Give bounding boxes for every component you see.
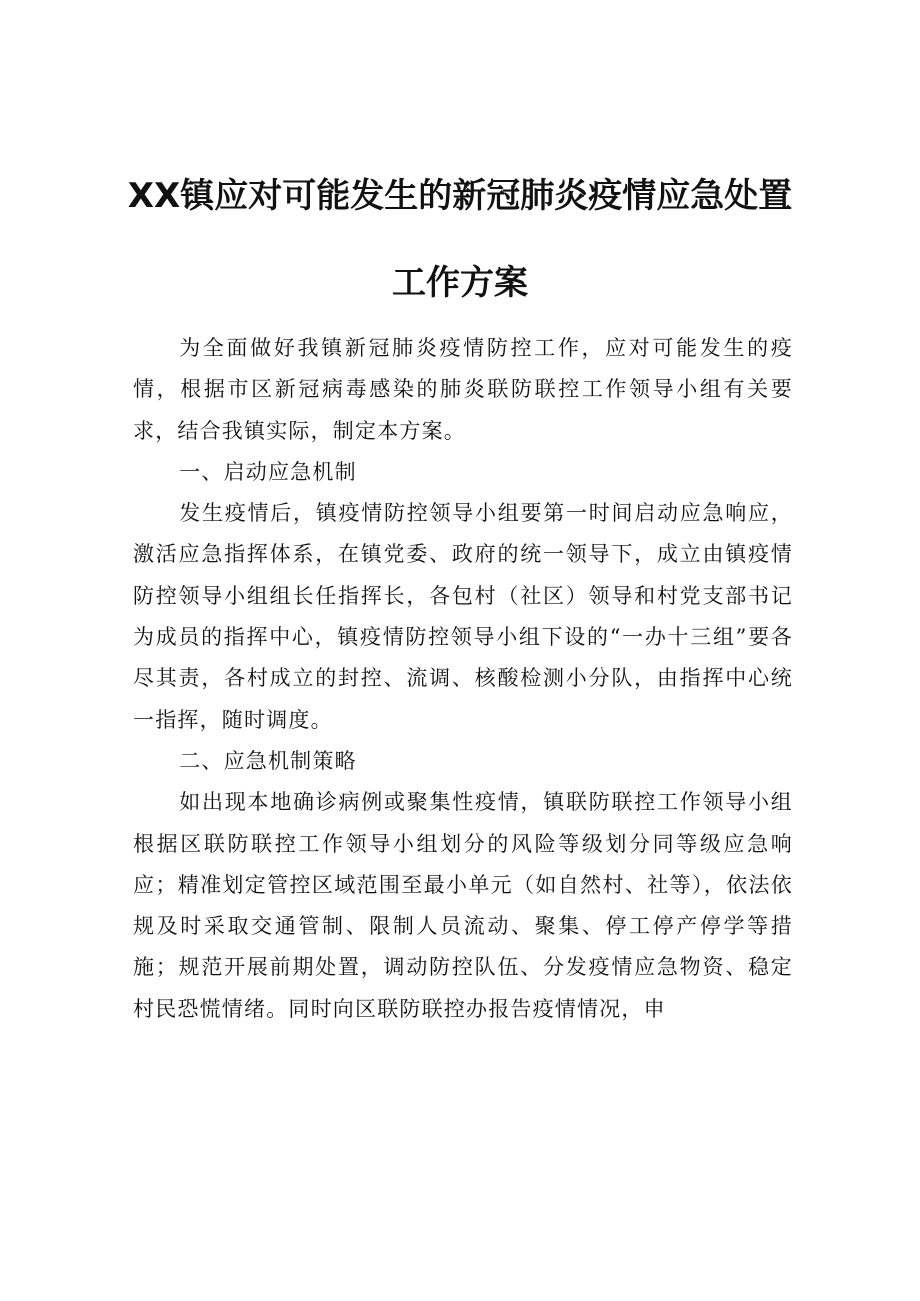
section-1-paragraph: 发生疫情后，镇疫情防控领导小组要第一时间启动应急响应，激活应急指挥体系，在镇党委、政府的统一领导下，成立由镇疫情防控领导小组组长任指挥长，各包村（社区）领导和村党支部书记为成员的指挥中心，镇疫情防控领导小组下设的“一办十三组”要各尽其责，各村成立的封控、流调、核酸检测小分队，由指挥中心统一指挥，随时调度。 bbox=[133, 501, 793, 732]
document-title-line-2: 工作方案 bbox=[392, 263, 528, 303]
intro-paragraph: 为全面做好我镇新冠肺炎疫情防控工作，应对可能发生的疫情，根据市区新冠病毒感染的肺炎联防联控工作领导小组有关要求，结合我镇实际，制定本方案。 bbox=[133, 336, 793, 443]
document-title-line-1: XX镇应对可能发生的新冠肺炎疫情应急处置 bbox=[127, 176, 793, 216]
document-body bbox=[133, 328, 793, 1030]
section-2-heading: 二、应急机制策略 bbox=[179, 748, 357, 773]
section-2-paragraph: 如出现本地确诊病例或聚集性疫情，镇联防联控工作领导小组根据区联防联控工作领导小组划分的风险等级划分同等级应急响应；精准划定管控区域范围至最小单元（如自然村、社等），依法依规及时采取交通管制、限制人员流动、聚集、停工停产停学等措施；规范开展前期处置，调动防控队伍、分发疫情应急物资、稳定村民恐慌情绪。同时向区联防联控办报告疫情情况，申 bbox=[133, 790, 793, 1021]
section-1-heading: 一、启动应急机制 bbox=[179, 459, 357, 484]
